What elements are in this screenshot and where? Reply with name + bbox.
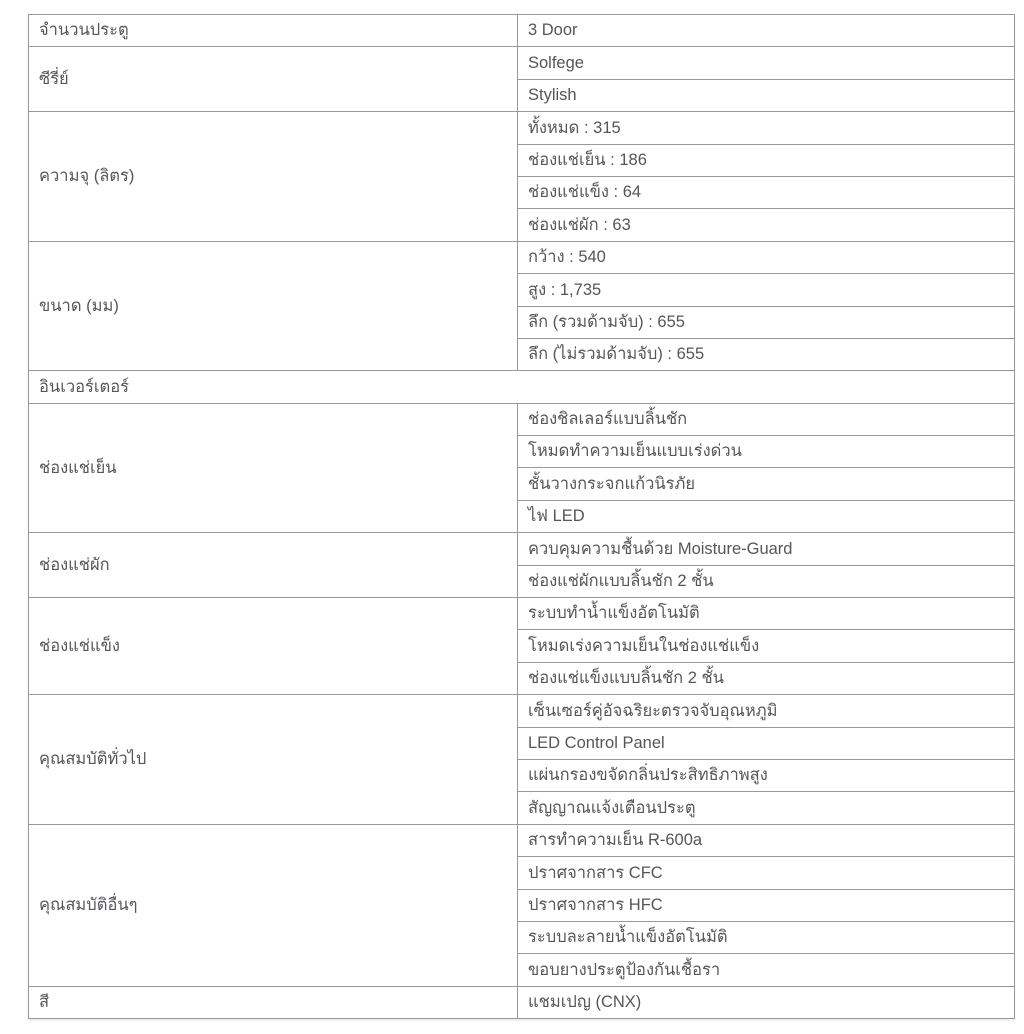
table-row [29, 371, 1015, 403]
spec-value-cell: Solfege [518, 47, 1015, 79]
table-row [29, 15, 1015, 47]
spec-value-cell: ช่องแช่ผักแบบลิ้นชัก 2 ชั้น [518, 565, 1015, 597]
spec-value-cell: สัญญาณแจ้งเตือนประตู [518, 792, 1015, 824]
spec-value-cell: 3 Door [518, 15, 1015, 47]
spec-value-cell: ทั้งหมด : 315 [518, 112, 1015, 144]
spec-label-cell: ช่องแช่แข็ง [29, 598, 518, 695]
spec-label-cell: คุณสมบัติทั่วไป [29, 695, 518, 825]
spec-value-cell: กว้าง : 540 [518, 241, 1015, 273]
spec-value-cell: โหมดเร่งความเย็นในช่องแช่แข็ง [518, 630, 1015, 662]
table-row [29, 112, 1015, 144]
spec-value-cell: ชั้นวางกระจกแก้วนิรภัย [518, 468, 1015, 500]
spec-value-cell: ระบบละลายน้ำแข็งอัตโนมัติ [518, 921, 1015, 953]
spec-label-cell: สี [29, 986, 518, 1018]
spec-value-cell: LED Control Panel [518, 727, 1015, 759]
spec-value-cell: Stylish [518, 79, 1015, 111]
table-row [29, 695, 1015, 727]
spec-value-cell: ควบคุมความชื้นด้วย Moisture-Guard [518, 533, 1015, 565]
spec-value-cell: สารทำความเย็น R-600a [518, 824, 1015, 856]
spec-value-cell: ลึก (ไม่รวมด้ามจับ) : 655 [518, 338, 1015, 370]
table-row [29, 824, 1015, 856]
spec-value-cell: ระบบทำน้ำแข็งอัตโนมัติ [518, 598, 1015, 630]
spec-label-cell: คุณสมบัติอื่นๆ [29, 824, 518, 986]
spec-label-cell: ขนาด (มม) [29, 241, 518, 371]
spec-label-cell: จำนวนประตู [29, 15, 518, 47]
spec-value-cell: แชมเปญ (CNX) [518, 986, 1015, 1018]
spec-value-cell: ไฟ LED [518, 500, 1015, 532]
spec-value-cell: ลึก (รวมด้ามจับ) : 655 [518, 306, 1015, 338]
table-row [29, 241, 1015, 273]
spec-value-cell: ช่องชิลเลอร์แบบลิ้นชัก [518, 403, 1015, 435]
spec-value-cell: ช่องแช่แข็งแบบลิ้นชัก 2 ชั้น [518, 662, 1015, 694]
table-row [29, 47, 1015, 79]
spec-value-cell: ช่องแช่แข็ง : 64 [518, 176, 1015, 208]
spec-value-cell: โหมดทำความเย็นแบบเร่งด่วน [518, 436, 1015, 468]
spec-label-cell: ช่องแช่ผัก [29, 533, 518, 598]
table-row [29, 598, 1015, 630]
table-row [29, 403, 1015, 435]
spec-table [28, 14, 1015, 1019]
spec-label-cell: ซีรี่ย์ [29, 47, 518, 112]
table-row [29, 986, 1015, 1018]
spec-value-cell: ปราศจากสาร CFC [518, 857, 1015, 889]
spec-value-cell: สูง : 1,735 [518, 274, 1015, 306]
spec-value-cell: ช่องแช่เย็น : 186 [518, 144, 1015, 176]
spec-value-cell: เซ็นเซอร์คู่อัจฉริยะตรวจจับอุณหภูมิ [518, 695, 1015, 727]
spec-value-cell: แผ่นกรองขจัดกลิ่นประสิทธิภาพสูง [518, 759, 1015, 791]
spec-label-cell: อินเวอร์เตอร์ [29, 371, 1015, 403]
spec-value-cell: ขอบยางประตูป้องกันเชื้อรา [518, 954, 1015, 986]
spec-label-cell: ช่องแช่เย็น [29, 403, 518, 533]
spec-value-cell: ปราศจากสาร HFC [518, 889, 1015, 921]
spec-label-cell: ความจุ (ลิตร) [29, 112, 518, 242]
table-row [29, 533, 1015, 565]
spec-value-cell: ช่องแช่ผัก : 63 [518, 209, 1015, 241]
